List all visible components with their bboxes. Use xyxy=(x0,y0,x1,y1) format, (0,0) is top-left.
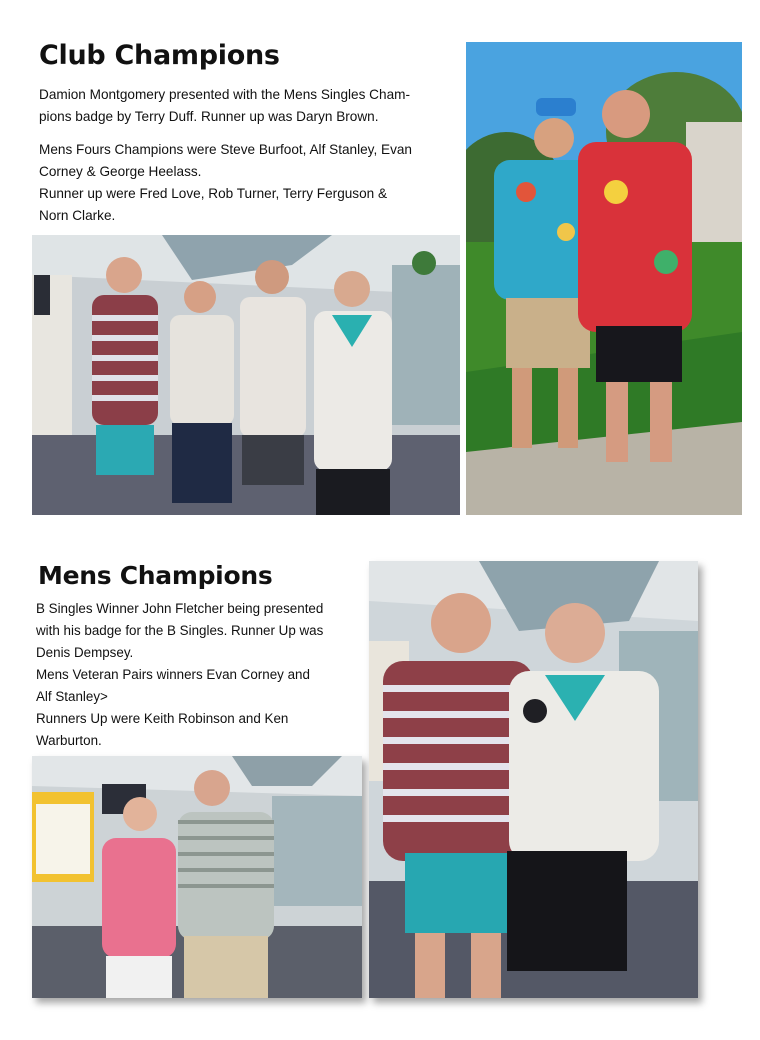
text-line: pions badge by Terry Duff. Runner up was Daryn Brown. xyxy=(39,109,379,124)
section-heading-club-champions: Club Champions xyxy=(39,40,280,71)
text-line: Runner up were Fred Love, Rob Turner, Terry Ferguson & xyxy=(39,186,388,201)
text-line: Denis Dempsey. xyxy=(36,645,134,660)
b-singles-presentation-photo xyxy=(32,756,362,998)
fours-champions-photo xyxy=(32,235,460,515)
veteran-pairs-winners-photo xyxy=(369,561,698,998)
text-line: Corney & George Heelass. xyxy=(39,164,202,179)
singles-champion-presentation-photo xyxy=(466,42,742,515)
text-line: Mens Veteran Pairs winners Evan Corney and xyxy=(36,667,310,682)
text-line: Damion Montgomery presented with the Mens Singles Cham- xyxy=(39,87,410,102)
singles-champions-paragraph xyxy=(39,84,449,128)
text-line: B Singles Winner John Fletcher being presented xyxy=(36,601,324,616)
text-line: with his badge for the B Singles. Runner Up was xyxy=(36,623,324,638)
text-line: Mens Fours Champions were Steve Burfoot, Alf Stanley, Evan xyxy=(39,142,412,157)
section-heading-mens-champions: Mens Champions xyxy=(38,561,273,590)
text-line: Alf Stanley> xyxy=(36,689,108,704)
fours-champions-paragraph xyxy=(39,139,449,227)
text-line: Runners Up were Keith Robinson and Ken xyxy=(36,711,289,726)
mens-champions-paragraph xyxy=(36,598,366,752)
text-line: Norn Clarke. xyxy=(39,208,116,223)
text-line: Warburton. xyxy=(36,733,102,748)
